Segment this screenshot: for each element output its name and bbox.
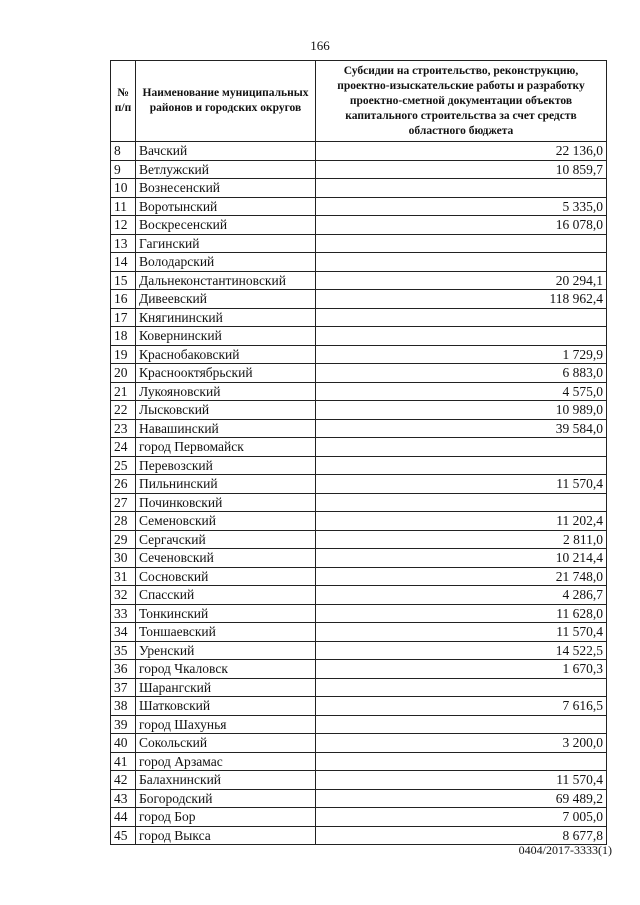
row-subsidy-value [316,179,607,198]
row-number: 37 [111,678,136,697]
table-row [111,808,607,827]
table-row [111,604,607,623]
table-row [111,734,607,753]
row-subsidy-value: 11 628,0 [316,604,607,623]
row-subsidy-value: 6 883,0 [316,364,607,383]
row-subsidy-value: 5 335,0 [316,197,607,216]
table-header-row [111,61,607,142]
row-subsidy-value: 11 570,4 [316,771,607,790]
row-number: 45 [111,826,136,845]
row-subsidy-value [316,715,607,734]
row-district-name: Спасский [136,586,316,605]
row-subsidy-value [316,752,607,771]
row-number: 30 [111,549,136,568]
row-number: 15 [111,271,136,290]
row-number: 26 [111,475,136,494]
table-row [111,364,607,383]
row-district-name: Тоншаевский [136,623,316,642]
table-row [111,197,607,216]
table-row [111,401,607,420]
row-district-name: Вачский [136,142,316,161]
row-number: 38 [111,697,136,716]
row-subsidy-value [316,308,607,327]
table-row [111,586,607,605]
table-row [111,327,607,346]
row-district-name: Краснобаковский [136,345,316,364]
row-district-name: Сокольский [136,734,316,753]
row-subsidy-value: 39 584,0 [316,419,607,438]
row-number: 21 [111,382,136,401]
table-row [111,419,607,438]
row-district-name: город Первомайск [136,438,316,457]
table-row [111,660,607,679]
table-row [111,493,607,512]
row-subsidy-value [316,438,607,457]
row-district-name: Балахнинский [136,771,316,790]
table-row [111,216,607,235]
row-number: 10 [111,179,136,198]
row-district-name: Гагинский [136,234,316,253]
table-row [111,456,607,475]
row-number: 36 [111,660,136,679]
table-row [111,789,607,808]
table-row [111,512,607,531]
row-district-name: Княгининский [136,308,316,327]
row-number: 17 [111,308,136,327]
row-subsidy-value: 118 962,4 [316,290,607,309]
row-subsidy-value: 8 677,8 [316,826,607,845]
row-district-name: Ковернинский [136,327,316,346]
row-number: 44 [111,808,136,827]
row-district-name: Уренский [136,641,316,660]
row-district-name: Шарангский [136,678,316,697]
row-district-name: Перевозский [136,456,316,475]
table-row [111,234,607,253]
table-row [111,752,607,771]
table-row [111,290,607,309]
row-district-name: Дальнеконстантиновский [136,271,316,290]
row-district-name: Богородский [136,789,316,808]
table-row [111,382,607,401]
row-subsidy-value: 7 005,0 [316,808,607,827]
header-value: Субсидии на строительство, реконструкцию, проектно-изыскательские работы и разработку проектно-сметной документации объектов капитального строительства за счет средств областного бюджета [316,61,607,142]
row-subsidy-value: 4 575,0 [316,382,607,401]
row-subsidy-value: 69 489,2 [316,789,607,808]
row-district-name: город Выкса [136,826,316,845]
row-subsidy-value [316,678,607,697]
header-name: Наименование муниципальных районов и городских округов [136,61,316,142]
row-district-name: Лысковский [136,401,316,420]
row-subsidy-value: 14 522,5 [316,641,607,660]
header-number: № п/п [111,61,136,142]
row-number: 40 [111,734,136,753]
row-number: 8 [111,142,136,161]
row-number: 20 [111,364,136,383]
row-subsidy-value: 10 989,0 [316,401,607,420]
row-number: 9 [111,160,136,179]
row-subsidy-value: 1 729,9 [316,345,607,364]
row-number: 41 [111,752,136,771]
row-district-name: город Бор [136,808,316,827]
table-row [111,179,607,198]
row-district-name: Краснооктябрьский [136,364,316,383]
table-row [111,160,607,179]
table-row [111,271,607,290]
row-number: 23 [111,419,136,438]
table-row [111,549,607,568]
row-subsidy-value: 10 859,7 [316,160,607,179]
row-subsidy-value: 22 136,0 [316,142,607,161]
row-district-name: город Шахунья [136,715,316,734]
table-row [111,678,607,697]
row-district-name: Шатковский [136,697,316,716]
row-district-name: Сергачский [136,530,316,549]
row-number: 39 [111,715,136,734]
row-district-name: Володарский [136,253,316,272]
table-row [111,530,607,549]
row-district-name: Воскресенский [136,216,316,235]
table-row [111,345,607,364]
row-subsidy-value: 2 811,0 [316,530,607,549]
row-subsidy-value: 21 748,0 [316,567,607,586]
row-subsidy-value: 3 200,0 [316,734,607,753]
row-district-name: Пильнинский [136,475,316,494]
row-subsidy-value [316,253,607,272]
row-number: 35 [111,641,136,660]
row-number: 34 [111,623,136,642]
row-district-name: Сосновский [136,567,316,586]
table-row [111,308,607,327]
table-row [111,641,607,660]
row-number: 32 [111,586,136,605]
row-number: 13 [111,234,136,253]
document-code: 0404/2017-3333(1) [518,843,612,857]
row-subsidy-value: 11 570,4 [316,475,607,494]
table-row [111,142,607,161]
row-subsidy-value [316,234,607,253]
row-number: 42 [111,771,136,790]
row-district-name: Починковский [136,493,316,512]
row-district-name: Вознесенский [136,179,316,198]
table-row [111,771,607,790]
row-subsidy-value [316,456,607,475]
row-district-name: Лукояновский [136,382,316,401]
row-number: 43 [111,789,136,808]
row-number: 28 [111,512,136,531]
row-subsidy-value [316,493,607,512]
row-subsidy-value: 11 202,4 [316,512,607,531]
row-district-name: Семеновский [136,512,316,531]
row-subsidy-value: 7 616,5 [316,697,607,716]
table-row [111,697,607,716]
page-number: 166 [310,38,330,53]
subsidies-table [110,60,607,845]
row-district-name: город Чкаловск [136,660,316,679]
table-row [111,826,607,845]
row-district-name: Дивеевский [136,290,316,309]
row-number: 19 [111,345,136,364]
row-number: 16 [111,290,136,309]
row-subsidy-value: 1 670,3 [316,660,607,679]
row-number: 29 [111,530,136,549]
row-district-name: Навашинский [136,419,316,438]
row-district-name: Воротынский [136,197,316,216]
table-row [111,475,607,494]
row-number: 22 [111,401,136,420]
table-row [111,567,607,586]
row-subsidy-value: 4 286,7 [316,586,607,605]
row-number: 18 [111,327,136,346]
row-number: 25 [111,456,136,475]
row-district-name: Ветлужский [136,160,316,179]
row-number: 31 [111,567,136,586]
row-number: 27 [111,493,136,512]
table-row [111,623,607,642]
row-number: 11 [111,197,136,216]
table-row [111,253,607,272]
table-body [111,142,607,845]
row-district-name: город Арзамас [136,752,316,771]
row-subsidy-value: 11 570,4 [316,623,607,642]
table-row [111,715,607,734]
row-subsidy-value: 20 294,1 [316,271,607,290]
table-row [111,438,607,457]
row-number: 14 [111,253,136,272]
row-subsidy-value: 10 214,4 [316,549,607,568]
row-number: 12 [111,216,136,235]
row-number: 33 [111,604,136,623]
row-district-name: Тонкинский [136,604,316,623]
row-subsidy-value: 16 078,0 [316,216,607,235]
row-number: 24 [111,438,136,457]
row-subsidy-value [316,327,607,346]
row-district-name: Сеченовский [136,549,316,568]
